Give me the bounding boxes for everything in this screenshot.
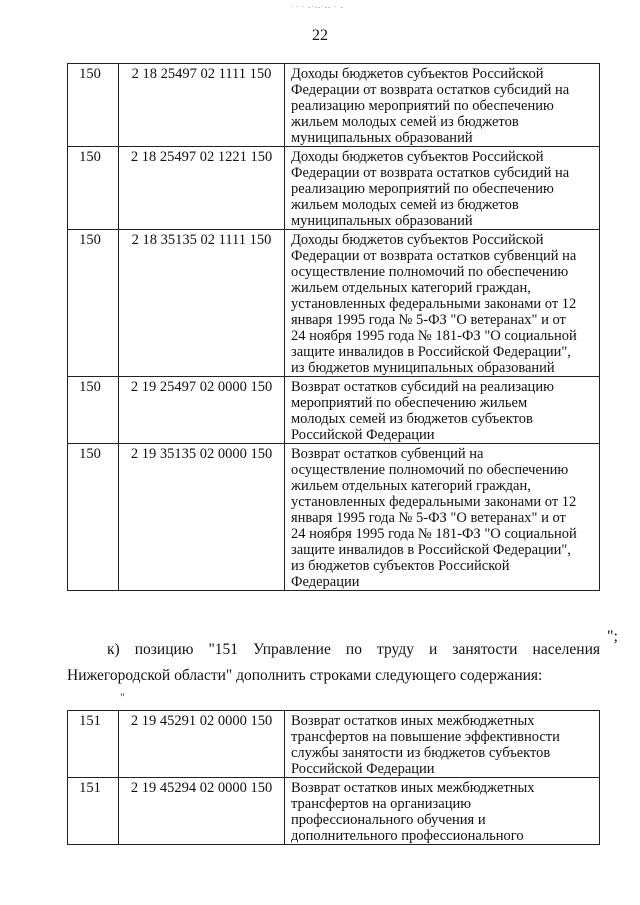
scan-mark: · · · -·--·-- · - (290, 3, 344, 11)
revenue-description-cell (285, 64, 600, 147)
description-line: Возврат остатков субвенций на (291, 446, 484, 462)
budget-classification-code-cell: 2 18 25497 02 1221 150 (119, 147, 285, 230)
amendment-paragraph-line-2: Нижегородской области" дополнить строками следующего содержания: (67, 667, 543, 684)
table-row (68, 778, 600, 845)
description-line: из бюджетов субъектов Российской (291, 558, 510, 574)
admin-code-cell: 151 (68, 711, 119, 778)
description-line: 24 ноября 1995 года № 181-ФЗ "О социальной (291, 526, 577, 542)
description-line: Федерации (291, 574, 360, 590)
description-line: Возврат остатков иных межбюджетных (291, 780, 535, 796)
description-line: жильем отдельных категорий граждан, (291, 478, 531, 494)
description-line: реализацию мероприятий по обеспечению (291, 181, 554, 197)
description-line: молодых семей из бюджетов субъектов (291, 411, 533, 427)
budget-classification-code-cell: 2 18 35135 02 1111 150 (119, 230, 285, 377)
admin-code-cell: 150 (68, 64, 119, 147)
description-line: жильем отдельных категорий граждан, (291, 280, 531, 296)
revenue-description-cell (285, 230, 600, 377)
labor-budget-codes-table (67, 710, 600, 845)
description-line: Доходы бюджетов субъектов Российской (291, 66, 544, 82)
page-number: 22 (312, 27, 328, 44)
amendment-text-line-1: к) позицию "151 Управление по труду и занятости населения (107, 641, 600, 658)
description-line: службы занятости из бюджетов субъектов (291, 745, 551, 761)
description-line: дополнительного профессионального (291, 828, 524, 844)
admin-code-cell: 150 (68, 377, 119, 444)
budget-classification-code-cell: 2 19 35135 02 0000 150 (119, 444, 285, 591)
description-line: из бюджетов муниципальных образований (291, 360, 555, 376)
description-line: осуществление полномочий по обеспечению (291, 264, 569, 280)
revenue-description-cell (285, 147, 600, 230)
amendment-paragraph-line-1 (67, 641, 600, 659)
description-line: 24 ноября 1995 года № 181-ФЗ "О социальной (291, 328, 577, 344)
description-line: защите инвалидов в Российской Федерации", (291, 344, 571, 360)
table-row (68, 711, 600, 778)
budget-classification-code-cell: 2 19 45291 02 0000 150 (119, 711, 285, 778)
revenue-description-cell (285, 377, 600, 444)
description-line: жильем молодых семей из бюджетов (291, 114, 519, 130)
description-line: реализацию мероприятий по обеспечению (291, 98, 554, 114)
description-line: Федерации от возврата остатков субсидий на (291, 165, 570, 181)
description-line: января 1995 года № 5-ФЗ "О ветеранах" и от (291, 510, 566, 526)
description-line: января 1995 года № 5-ФЗ "О ветеранах" и от (291, 312, 566, 328)
admin-code-cell: 151 (68, 778, 119, 845)
revenue-description-cell (285, 444, 600, 591)
description-line: установленных федеральными законами от 12 (291, 296, 577, 312)
table-row (68, 230, 600, 377)
description-line: муниципальных образований (291, 213, 473, 229)
budget-classification-code-cell: 2 18 25497 02 1111 150 (119, 64, 285, 147)
table-row (68, 444, 600, 591)
table-row (68, 147, 600, 230)
description-line: жильем молодых семей из бюджетов (291, 197, 519, 213)
closing-quote-mark: "; (607, 628, 618, 645)
description-line: Доходы бюджетов субъектов Российской (291, 149, 544, 165)
table-row (68, 64, 600, 147)
budget-codes-table (67, 63, 600, 591)
description-line: Возврат остатков субсидий на реализацию (291, 379, 554, 395)
description-line: мероприятий по обеспечению жильем (291, 395, 528, 411)
opening-quote-mark: " (120, 690, 125, 704)
description-line: осуществление полномочий по обеспечению (291, 462, 569, 478)
revenue-description-cell (285, 778, 600, 845)
description-line: трансфертов на организацию (291, 796, 472, 812)
description-line: трансфертов на повышение эффективности (291, 729, 560, 745)
description-line: защите инвалидов в Российской Федерации", (291, 542, 571, 558)
description-line: Возврат остатков иных межбюджетных (291, 713, 535, 729)
description-line: муниципальных образований (291, 130, 473, 146)
description-line: Федерации от возврата остатков субсидий на (291, 82, 570, 98)
revenue-description-cell (285, 711, 600, 778)
description-line: профессионального обучения и (291, 812, 486, 828)
description-line: установленных федеральными законами от 12 (291, 494, 577, 510)
description-line: Российской Федерации (291, 761, 435, 777)
budget-classification-code-cell: 2 19 45294 02 0000 150 (119, 778, 285, 845)
table-row (68, 377, 600, 444)
admin-code-cell: 150 (68, 230, 119, 377)
budget-classification-code-cell: 2 19 25497 02 0000 150 (119, 377, 285, 444)
description-line: Российской Федерации (291, 427, 435, 443)
admin-code-cell: 150 (68, 147, 119, 230)
description-line: Федерации от возврата остатков субвенций на (291, 248, 577, 264)
admin-code-cell: 150 (68, 444, 119, 591)
description-line: Доходы бюджетов субъектов Российской (291, 232, 544, 248)
